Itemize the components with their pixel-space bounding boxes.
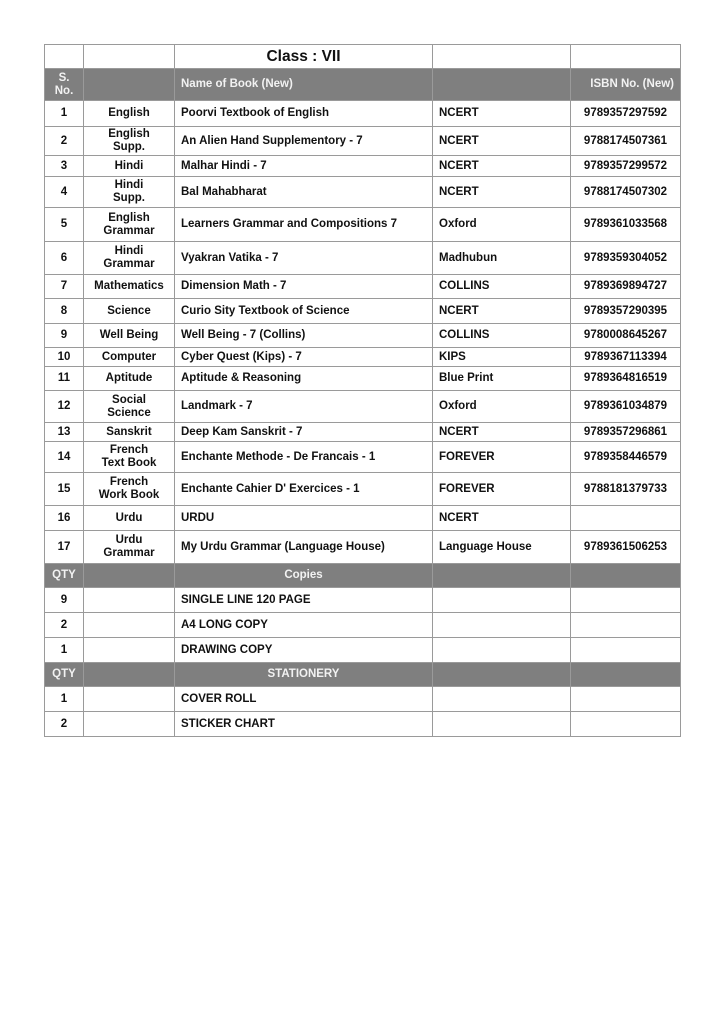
book-sno: 9 [45, 324, 84, 348]
empty-cell [84, 663, 175, 687]
book-publisher: NCERT [433, 101, 571, 127]
book-isbn: 9789359304052 [571, 242, 681, 275]
book-sno: 13 [45, 423, 84, 442]
book-subject-line1: English [108, 107, 150, 119]
book-subject [84, 473, 175, 506]
book-publisher: NCERT [433, 299, 571, 324]
book-subject [84, 423, 175, 442]
title-row [45, 45, 681, 69]
book-subject [84, 324, 175, 348]
book-subject-line1: Social [112, 393, 146, 406]
empty-cell [433, 687, 571, 712]
book-sno: 12 [45, 391, 84, 423]
book-publisher: Blue Print [433, 367, 571, 391]
book-isbn: 9788174507302 [571, 177, 681, 208]
book-list-table [44, 44, 681, 737]
header-publisher [433, 69, 571, 101]
header-sno [45, 69, 84, 101]
header-book-name: Name of Book (New) [175, 69, 433, 101]
book-subject-line1: French [109, 476, 149, 488]
book-row [45, 299, 681, 324]
header-subject [84, 69, 175, 101]
empty-cell [84, 638, 175, 663]
copies-qty: 9 [45, 588, 84, 613]
book-row [45, 156, 681, 177]
empty-cell [571, 638, 681, 663]
book-name: Well Being - 7 (Collins) [175, 324, 433, 348]
copies-item-name: SINGLE LINE 120 PAGE [175, 588, 433, 613]
book-row [45, 531, 681, 564]
book-sno: 11 [45, 367, 84, 391]
book-isbn: 9789357299572 [571, 156, 681, 177]
book-subject-line1: Science [107, 304, 151, 317]
book-isbn: 9789364816519 [571, 367, 681, 391]
book-row [45, 101, 681, 127]
book-isbn: 9789357290395 [571, 299, 681, 324]
book-row [45, 367, 681, 391]
book-isbn [571, 506, 681, 531]
copies-row [45, 588, 681, 613]
book-publisher: KIPS [433, 348, 571, 367]
book-sno: 3 [45, 156, 84, 177]
book-subject [84, 177, 175, 208]
empty-cell [84, 687, 175, 712]
book-subject-line2: Supp. [113, 192, 145, 204]
book-sno: 10 [45, 348, 84, 367]
empty-cell [433, 663, 571, 687]
copies-item-name: A4 LONG COPY [175, 613, 433, 638]
empty-cell [571, 687, 681, 712]
book-subject-line2: Work Book [98, 489, 160, 501]
book-name: An Alien Hand Supplementory - 7 [175, 127, 433, 156]
empty-cell [433, 613, 571, 638]
book-subject-line1: English [108, 211, 150, 224]
copies-row [45, 613, 681, 638]
book-isbn: 9789361033568 [571, 208, 681, 242]
empty-cell [84, 613, 175, 638]
book-publisher: FOREVER [433, 473, 571, 506]
empty-cell [571, 712, 681, 737]
empty-cell [433, 638, 571, 663]
empty-cell [571, 663, 681, 687]
empty-cell [84, 588, 175, 613]
book-row [45, 442, 681, 473]
book-subject [84, 127, 175, 156]
book-row [45, 473, 681, 506]
book-publisher: NCERT [433, 127, 571, 156]
book-subject-line2: Supp. [113, 141, 145, 153]
book-subject-line1: Urdu [115, 511, 143, 524]
book-publisher: NCERT [433, 506, 571, 531]
book-sno: 15 [45, 473, 84, 506]
header-sno-line1: S. [58, 71, 70, 84]
copies-item-name: DRAWING COPY [175, 638, 433, 663]
book-row [45, 506, 681, 531]
book-subject [84, 442, 175, 473]
book-subject-line1: Computer [101, 350, 157, 363]
empty-cell [433, 588, 571, 613]
book-subject [84, 531, 175, 564]
header-isbn: ISBN No. (New) [571, 69, 681, 101]
book-sno: 7 [45, 275, 84, 299]
book-publisher: NCERT [433, 156, 571, 177]
stationery-section-title: STATIONERY [175, 663, 433, 687]
book-name: Enchante Methode - De Francais - 1 [175, 442, 433, 473]
book-sno: 16 [45, 506, 84, 531]
book-sno: 6 [45, 242, 84, 275]
book-subject-line2: Grammar [103, 547, 155, 559]
book-publisher: FOREVER [433, 442, 571, 473]
book-subject-line2: Science [107, 406, 151, 419]
book-publisher: COLLINS [433, 324, 571, 348]
empty-cell [571, 588, 681, 613]
book-subject [84, 242, 175, 275]
book-name: Malhar Hindi - 7 [175, 156, 433, 177]
book-sno: 2 [45, 127, 84, 156]
book-subject [84, 156, 175, 177]
book-sno: 5 [45, 208, 84, 242]
book-subject-line2: Grammar [103, 224, 155, 237]
empty-cell [433, 45, 571, 69]
book-name: Learners Grammar and Compositions 7 [175, 208, 433, 242]
book-isbn: 9788181379733 [571, 473, 681, 506]
book-publisher: NCERT [433, 423, 571, 442]
stationery-qty: 2 [45, 712, 84, 737]
stationery-qty-header: QTY [45, 663, 84, 687]
book-isbn: 9789369894727 [571, 275, 681, 299]
book-name: URDU [175, 506, 433, 531]
empty-cell [433, 712, 571, 737]
book-subject-line1: Hindi [114, 159, 144, 172]
book-sno: 4 [45, 177, 84, 208]
book-row [45, 348, 681, 367]
book-publisher: COLLINS [433, 275, 571, 299]
stationery-item-name: STICKER CHART [175, 712, 433, 737]
book-name: Aptitude & Reasoning [175, 367, 433, 391]
empty-cell [45, 45, 84, 69]
book-publisher: NCERT [433, 177, 571, 208]
empty-cell [433, 564, 571, 588]
page-title: Class : VII [175, 45, 433, 69]
book-subject-line1: Mathematics [94, 280, 164, 292]
book-subject [84, 208, 175, 242]
book-subject [84, 348, 175, 367]
book-subject-line2: Text Book [101, 457, 157, 469]
copies-qty-header: QTY [45, 564, 84, 588]
header-sno-line2: No. [54, 84, 74, 97]
book-subject [84, 506, 175, 531]
stationery-header-row [45, 663, 681, 687]
book-sno: 17 [45, 531, 84, 564]
book-row [45, 177, 681, 208]
book-row [45, 242, 681, 275]
copies-qty: 1 [45, 638, 84, 663]
book-name: Landmark - 7 [175, 391, 433, 423]
book-isbn: 9788174507361 [571, 127, 681, 156]
book-publisher: Madhubun [433, 242, 571, 275]
book-isbn: 9789357296861 [571, 423, 681, 442]
book-isbn: 9780008645267 [571, 324, 681, 348]
stationery-item-name: COVER ROLL [175, 687, 433, 712]
book-name: My Urdu Grammar (Language House) [175, 531, 433, 564]
book-subject [84, 367, 175, 391]
stationery-row [45, 712, 681, 737]
book-sno: 8 [45, 299, 84, 324]
book-subject-line1: English [108, 128, 150, 140]
book-subject-line1: Urdu [115, 534, 143, 546]
book-isbn: 9789357297592 [571, 101, 681, 127]
book-isbn: 9789367113394 [571, 348, 681, 367]
empty-cell [571, 45, 681, 69]
book-subject [84, 391, 175, 423]
book-name: Cyber Quest (Kips) - 7 [175, 348, 433, 367]
empty-cell [84, 45, 175, 69]
book-row [45, 423, 681, 442]
book-row [45, 391, 681, 423]
book-subject-line1: Aptitude [105, 372, 153, 384]
book-subject [84, 275, 175, 299]
book-subject-line1: Sanskrit [106, 425, 152, 438]
book-name: Poorvi Textbook of English [175, 101, 433, 127]
book-subject-line2: Grammar [103, 258, 155, 270]
copies-qty: 2 [45, 613, 84, 638]
empty-cell [571, 564, 681, 588]
book-row [45, 208, 681, 242]
column-header-row [45, 69, 681, 101]
book-subject-line1: Well Being [99, 329, 159, 341]
stationery-qty: 1 [45, 687, 84, 712]
empty-cell [84, 564, 175, 588]
book-publisher: Oxford [433, 391, 571, 423]
book-sno: 1 [45, 101, 84, 127]
book-name: Bal Mahabharat [175, 177, 433, 208]
stationery-row [45, 687, 681, 712]
empty-cell [571, 613, 681, 638]
book-name: Enchante Cahier D' Exercices - 1 [175, 473, 433, 506]
book-name: Vyakran Vatika - 7 [175, 242, 433, 275]
book-name: Deep Kam Sanskrit - 7 [175, 423, 433, 442]
book-name: Dimension Math - 7 [175, 275, 433, 299]
book-sno: 14 [45, 442, 84, 473]
copies-header-row [45, 564, 681, 588]
book-subject [84, 299, 175, 324]
empty-cell [84, 712, 175, 737]
book-row [45, 275, 681, 299]
book-subject-line1: Hindi [114, 245, 144, 257]
book-row [45, 127, 681, 156]
book-name: Curio Sity Textbook of Science [175, 299, 433, 324]
copies-section-title: Copies [175, 564, 433, 588]
book-subject-line1: French [109, 444, 149, 456]
book-publisher: Language House [433, 531, 571, 564]
book-isbn: 9789361506253 [571, 531, 681, 564]
book-subject [84, 101, 175, 127]
book-row [45, 324, 681, 348]
book-isbn: 9789361034879 [571, 391, 681, 423]
copies-row [45, 638, 681, 663]
book-isbn: 9789358446579 [571, 442, 681, 473]
book-publisher: Oxford [433, 208, 571, 242]
book-subject-line1: Hindi [114, 179, 144, 191]
